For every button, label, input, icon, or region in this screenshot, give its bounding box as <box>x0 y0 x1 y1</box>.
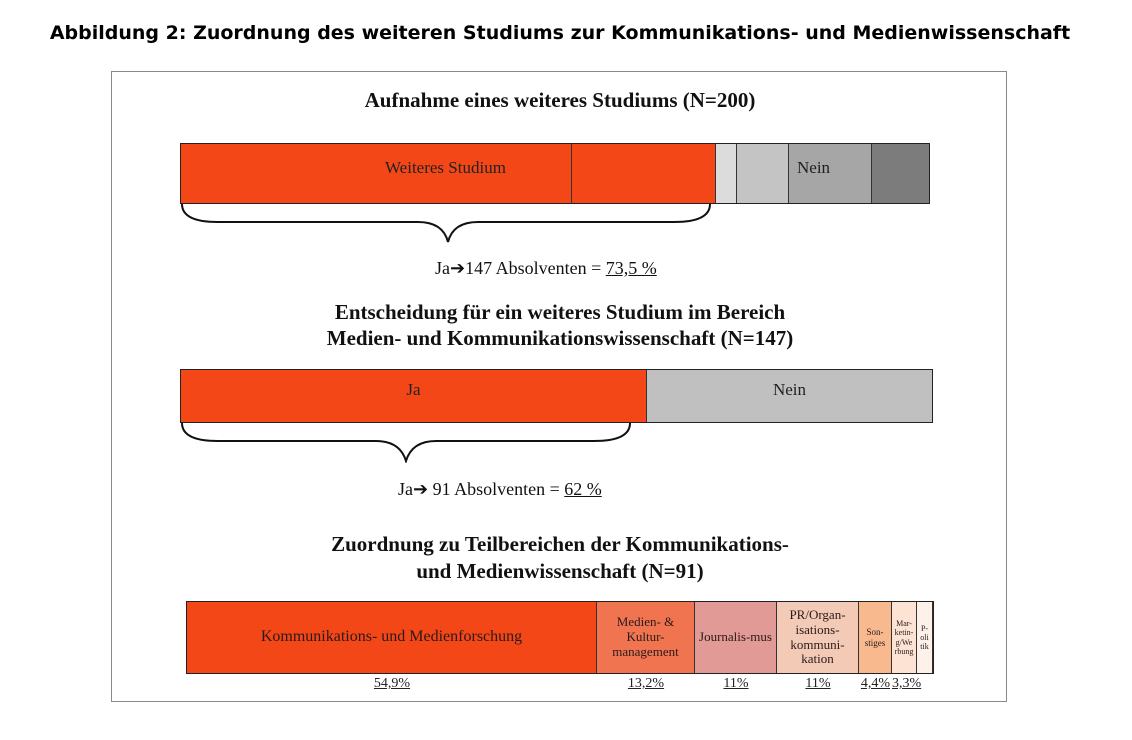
chart1-annotation-text: 147 Absolventen = <box>465 258 606 278</box>
chart1-label-nein: Nein <box>797 158 831 177</box>
chart3-segment-3 <box>695 602 777 673</box>
chart3-segment-label: Kommunikations- und Medienforschung <box>260 628 523 646</box>
chart3-segment-label: Medien- & Kultur-management <box>612 614 679 659</box>
chart2-brace <box>178 421 638 463</box>
chart3-percent-label: 11% <box>805 676 831 691</box>
arrow-icon: ➔ <box>450 258 466 278</box>
chart3-segment-label: Journalis-mus <box>699 629 772 645</box>
chart3-title-line2: und Medienwissenschaft (N=91) <box>416 559 704 583</box>
chart3-segment-label: Son-stiges <box>864 627 886 648</box>
chart1-label-weiteres-studium: Weiteres Studium <box>385 158 506 177</box>
figure-title: Abbildung 2: Zuordnung des weiteren Studiums zur Kommunikations- und Medienwissenschaft <box>49 22 1071 44</box>
chart1-annotation-prefix: Ja <box>435 258 450 278</box>
chart1-annotation-value: 73,5 % <box>605 258 657 278</box>
chart2-segment-label: Nein <box>772 380 807 399</box>
chart3-segment-label: Mar-ketin-g/We rbung <box>894 619 914 656</box>
chart3-segment-5 <box>859 602 892 673</box>
chart1-segment-nein-b <box>737 144 789 203</box>
chart2-annotation-value: 62 % <box>564 479 602 499</box>
chart3-percent-label: 11% <box>723 676 749 691</box>
chart2-title-line2: Medien- und Kommunikationswissenschaft (N=147) <box>326 326 794 350</box>
chart3-segment-label: P-oli tik <box>920 623 929 652</box>
chart3-segment-1 <box>187 602 597 673</box>
chart1-brace <box>178 202 718 244</box>
chart1-segment-nein-a <box>716 144 737 203</box>
chart2-segment-label: Ja <box>406 380 421 399</box>
chart2-title-line1: Entscheidung für ein weiteres Studium im Bereich <box>334 300 786 324</box>
chart3-percent-label: 4,4% <box>860 676 891 691</box>
chart1-annotation <box>435 258 657 279</box>
chart1-title: Aufnahme eines weiteres Studiums (N=200) <box>364 88 756 112</box>
chart3-segment-7 <box>917 602 933 673</box>
chart3-percent-label: 3,3% <box>892 676 922 691</box>
chart3-percent-label: 54,9% <box>373 676 411 691</box>
chart3-segment-label: PR/Organ-isations-kommuni-kation <box>789 606 846 667</box>
chart2-stacked-bar <box>180 369 933 423</box>
chart2-annotation <box>398 479 602 500</box>
chart3-title-line1: Zuordnung zu Teilbereichen der Kommunikations- <box>331 532 789 556</box>
chart2-segment-ja <box>181 370 647 422</box>
chart3-segment-2 <box>597 602 695 673</box>
chart3-segment-4 <box>777 602 859 673</box>
chart1-segment-weiteres-studium-b <box>572 144 716 203</box>
chart1-segment-nein-d <box>872 144 930 203</box>
chart1-segment-weiteres-studium-a <box>181 144 572 203</box>
chart3-segment-6 <box>892 602 917 673</box>
chart2-segment-nein <box>647 370 932 422</box>
chart3-percent-label: 13,2% <box>627 676 665 691</box>
arrow-icon: ➔ <box>413 479 429 499</box>
chart2-annotation-text: 91 Absolventen = <box>428 479 565 499</box>
chart2-annotation-prefix: Ja <box>398 479 413 499</box>
chart3-stacked-bar <box>186 601 934 674</box>
